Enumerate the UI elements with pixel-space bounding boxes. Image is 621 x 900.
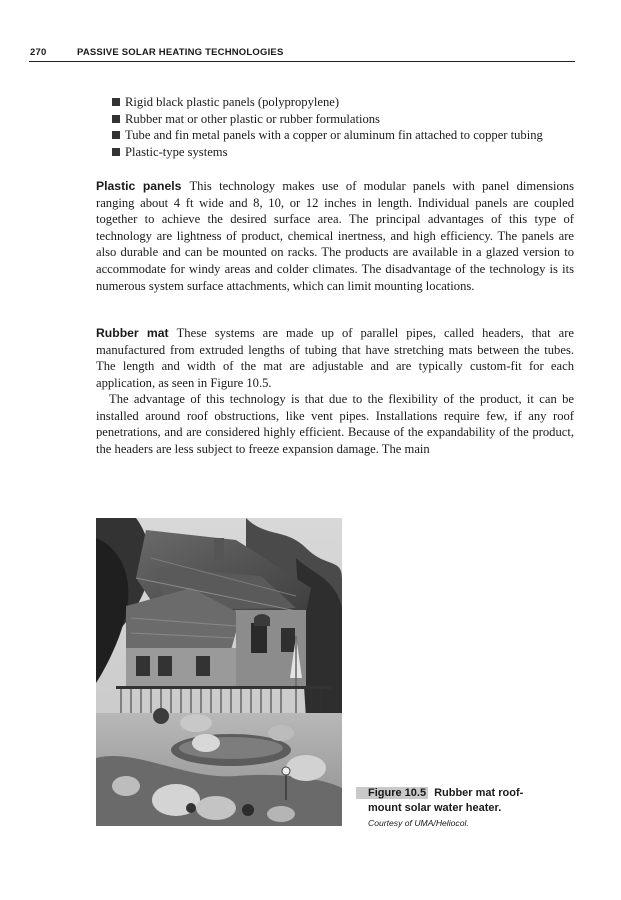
plastic-panels-heading: Plastic panels: [96, 179, 182, 193]
rubber-mat-heading: Rubber mat: [96, 326, 169, 340]
rubber-mat-advantage-paragraph: [96, 391, 574, 457]
bullet-square-icon: [112, 115, 120, 123]
figure-credit: Courtesy of UMA/Heliocol.: [368, 818, 469, 828]
plastic-panels-paragraph: [96, 178, 574, 294]
figure-label: Figure 10.5: [356, 787, 428, 799]
list-item: Plastic-type systems: [112, 144, 543, 161]
house-pool-photo-image: [96, 518, 342, 826]
bullet-square-icon: [112, 148, 120, 156]
list-item: Tube and fin metal panels with a copper or aluminum fin attached to copper tubing: [112, 127, 543, 144]
rubber-mat-advantage-text: The advantage of this technology is that due to the flexibility of the product, it can be installed around roof obstructions, like vent pipes. Installations require few, if any roof penetrations, and are considered highly efficient. Because of the expandability of the product, the headers are less subject to freeze expansion damage. The main: [96, 392, 574, 456]
bullet-square-icon: [112, 131, 120, 139]
figure-photo: [96, 518, 342, 826]
running-header: [29, 45, 575, 62]
list-item: Rigid black plastic panels (polypropylene): [112, 94, 543, 111]
rubber-mat-paragraph: [96, 325, 574, 391]
rubber-mat-text: These systems are made up of parallel pipes, called headers, that are manufactured from extruded lengths of tubing that have stretching mats between the tubes. The length and width of the mat are adjustable and are typically custom-fit for each application, as seen in Figure 10.5.: [96, 326, 575, 390]
figure-caption-text-1: Rubber mat roof-: [434, 787, 524, 799]
figure-caption: [356, 786, 566, 829]
caption-line-1: [356, 786, 566, 801]
figure-caption-text-2: mount solar water heater.: [368, 802, 502, 814]
bullet-square-icon: [112, 98, 120, 106]
running-title: PASSIVE SOLAR HEATING TECHNOLOGIES: [77, 47, 284, 58]
list-item: Rubber mat or other plastic or rubber formulations: [112, 111, 543, 128]
page-number: 270: [30, 47, 47, 58]
plastic-panels-text: This technology makes use of modular panels with panel dimensions ranging about 4 ft wide and 8, 10, or 12 inches in length. Individual panels are coupled together to achieve the desired surface area. The principal advantages of this type of technology are lightness of product, chemical inertness, and high efficiency. The panels are also durable and can be mounted on racks. The products are available in a glazed version to accommodate for windy areas and colder climates. The disadvantage of the technology is its numerous system surface attachments, which can limit mounting locations.: [96, 179, 575, 293]
bullet-list: [112, 94, 543, 160]
